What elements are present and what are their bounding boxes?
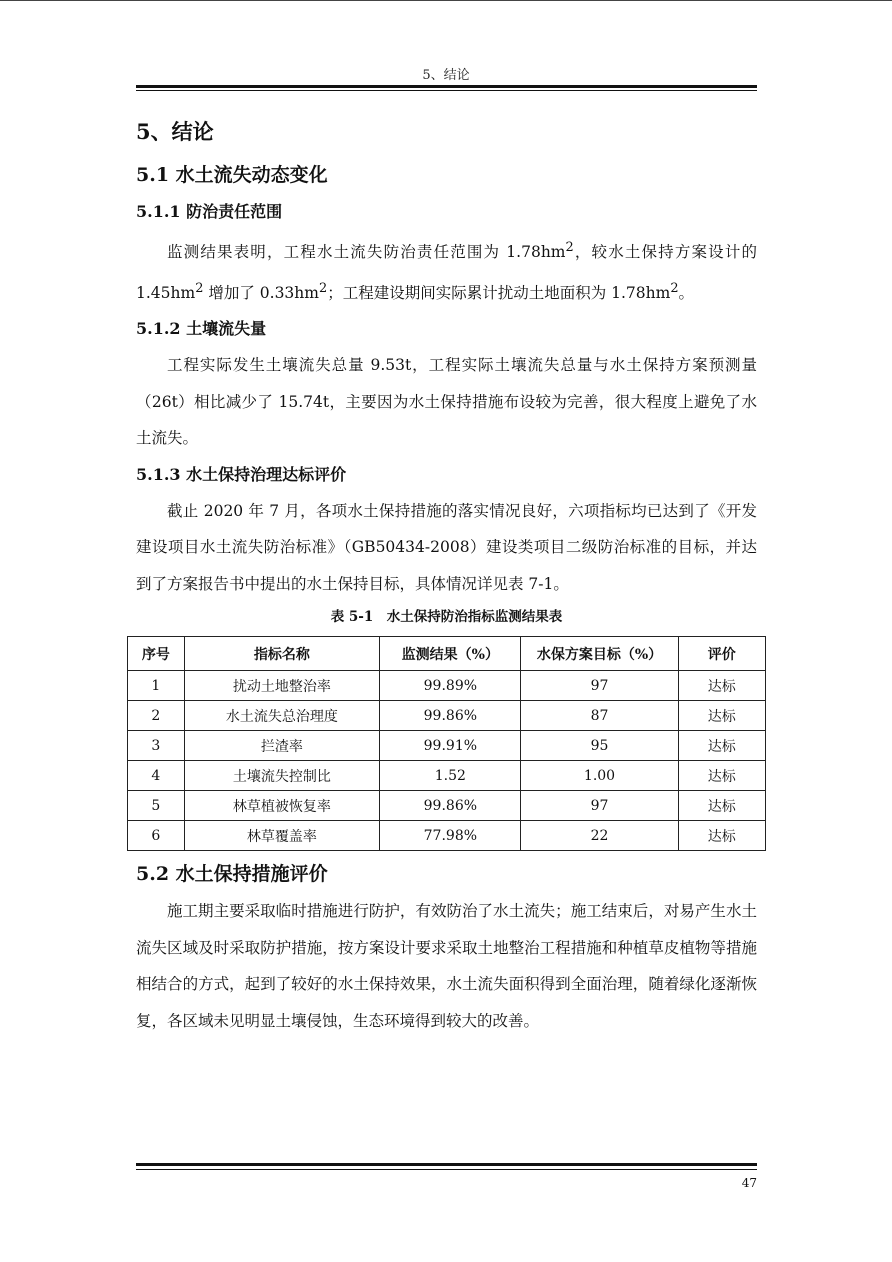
cell-result: 99.86% <box>380 701 521 731</box>
section-5-1-2-title: 5.1.2 土壤流失量 <box>136 319 267 339</box>
table-row <box>128 761 766 791</box>
cell-target: 22 <box>521 821 678 851</box>
header-rule-thin <box>136 90 757 91</box>
header-plan-target: 水保方案目标（%） <box>521 637 678 671</box>
footer-rule-thin <box>136 1169 757 1170</box>
chapter-title: 5、结论 <box>136 119 214 144</box>
page-body <box>136 112 757 1039</box>
cell-result: 99.91% <box>380 731 521 761</box>
cell-target: 87 <box>521 701 678 731</box>
table-header-row <box>128 637 766 671</box>
cell-target: 97 <box>521 671 678 701</box>
cell-index: 5 <box>128 791 185 821</box>
cell-evaluation: 达标 <box>678 821 765 851</box>
cell-indicator: 扰动土地整治率 <box>184 671 380 701</box>
header-index: 序号 <box>128 637 185 671</box>
cell-indicator: 水土流失总治理度 <box>184 701 380 731</box>
cell-result: 99.89% <box>380 671 521 701</box>
cell-index: 6 <box>128 821 185 851</box>
indicator-results-table <box>127 636 766 851</box>
cell-result: 1.52 <box>380 761 521 791</box>
cell-index: 4 <box>128 761 185 791</box>
page-number: 47 <box>741 1176 757 1190</box>
section-5-1-1-paragraph: 监测结果表明，工程水土流失防治责任范围为 $1.78hm^2$，较水土保持方案设计的 $1.45hm^2$ 增加了 $0.33hm^2$；工程建设期间实际累计扰动土地面积为 $1.78hm^2$。 <box>136 240 757 302</box>
table-row <box>128 731 766 761</box>
page-top-border <box>0 0 892 1</box>
section-5-2-paragraph: 施工期主要采取临时措施进行防护，有效防治了水土流失；施工结束后，对易产生水土流失区域及时采取防护措施，按方案设计要求采取土地整治工程措施和种植草皮植物等措施相结合的方式，起到了较好的水土保持效果，水土流失面积得到全面治理，随着绿化逐渐恢复，各区域未见明显土壤侵蚀，生态环境得到较大的改善。 <box>136 902 757 1030</box>
table-row <box>128 821 766 851</box>
section-5-1-1-title: 5.1.1 防治责任范围 <box>136 202 283 221</box>
cell-evaluation: 达标 <box>678 671 765 701</box>
section-5-1-2-paragraph: 工程实际发生土壤流失总量 9.53t，工程实际土壤流失总量与水土保持方案预测量（26t）相比减少了 15.74t，主要因为水土保持措施布设较为完善，很大程度上避免了水土流失。 <box>136 356 757 448</box>
cell-indicator: 林草植被恢复率 <box>184 791 380 821</box>
cell-indicator: 拦渣率 <box>184 731 380 761</box>
header-evaluation: 评价 <box>678 637 765 671</box>
cell-evaluation: 达标 <box>678 761 765 791</box>
cell-target: 97 <box>521 791 678 821</box>
cell-evaluation: 达标 <box>678 731 765 761</box>
cell-result: 77.98% <box>380 821 521 851</box>
section-5-2-title: 5.2 水土保持措施评价 <box>136 863 328 886</box>
section-5-1-3-title: 5.1.3 水土保持治理达标评价 <box>136 464 347 484</box>
section-5-1-title: 5.1 水土流失动态变化 <box>136 164 328 186</box>
cell-result: 99.86% <box>380 791 521 821</box>
table-caption: 表 5-1 水土保持防治指标监测结果表 <box>330 609 563 626</box>
running-header: 5、结论 <box>422 68 470 83</box>
table-row <box>128 701 766 731</box>
section-5-1-3-paragraph: 截止 2020 年 7 月，各项水土保持措施的落实情况良好，六项指标均已达到了《开发建设项目水土流失防治标准》（GB50434-2008）建设类项目二级防治标准的目标，并达到了方案报告书中提出的水土保持目标，具体情况详见表 7-1。 <box>136 501 757 593</box>
header-monitoring-result: 监测结果（%） <box>380 637 521 671</box>
cell-indicator: 林草覆盖率 <box>184 821 380 851</box>
table-row <box>128 791 766 821</box>
cell-target: 1.00 <box>521 761 678 791</box>
header-indicator-name: 指标名称 <box>184 637 380 671</box>
cell-indicator: 土壤流失控制比 <box>184 761 380 791</box>
table-row <box>128 671 766 701</box>
cell-index: 2 <box>128 701 185 731</box>
header-rule-thick <box>136 85 757 88</box>
cell-target: 95 <box>521 731 678 761</box>
cell-evaluation: 达标 <box>678 701 765 731</box>
cell-index: 3 <box>128 731 185 761</box>
cell-evaluation: 达标 <box>678 791 765 821</box>
cell-index: 1 <box>128 671 185 701</box>
footer-rule-thick <box>136 1163 757 1166</box>
